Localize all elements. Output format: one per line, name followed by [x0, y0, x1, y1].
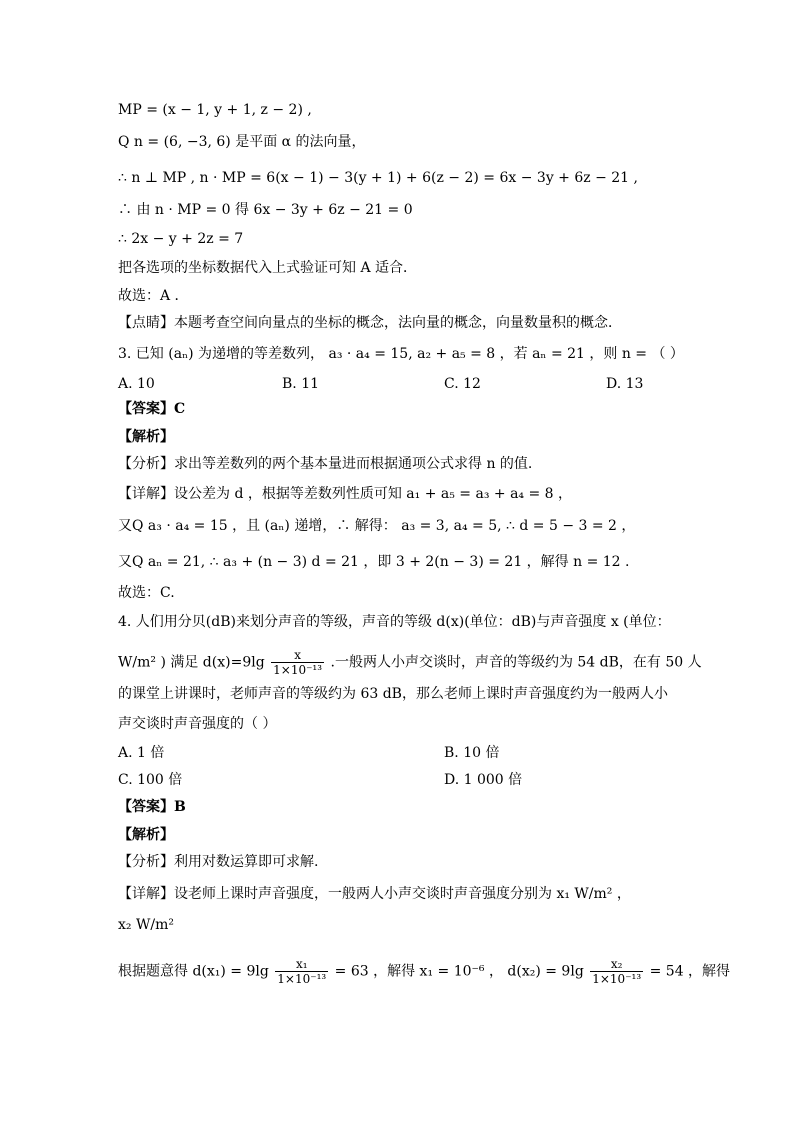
- q3-option-b: B. 11: [282, 376, 320, 392]
- q4-detail-3-part-2: = 63 ，解得 x₁ = 10⁻⁶ ， d(x₂) = 9lg: [334, 963, 584, 980]
- normal-vector-statement: Q n = (6, −3, 6) 是平面 α 的法向量，: [118, 134, 366, 150]
- q3-detail-2: 又Q a₃ · a₄ = 15 ，且 (aₙ) 递增，∴ 解得： a₃ = 3, a₄ = 5, ∴ d = 5 − 3 = 2 ，: [118, 518, 636, 534]
- q4-detail-fraction-1-numerator: x₁: [275, 957, 328, 972]
- plane-equation: ∴ 2x − y + 2z = 7: [118, 231, 244, 247]
- q4-detail-fraction-1: [275, 957, 328, 986]
- q4-detail-fraction-2: [590, 957, 643, 986]
- q3-analysis: 【分析】求出等差数列的两个基本量进而根据通项公式求得 n 的值.: [118, 456, 533, 472]
- q3-option-d: D. 13: [606, 376, 644, 392]
- q4-option-b: B. 10 倍: [444, 745, 500, 761]
- q4-detail-3-part-1: 根据题意得 d(x₁) = 9lg: [118, 963, 269, 980]
- q4-formula-suffix: .一般两人小声交谈时，声音的等级约为 54 dB，在有 50 人: [330, 654, 702, 671]
- q3-answer: 【答案】C: [118, 401, 186, 417]
- q3-detail-3: 又Q aₙ = 21, ∴ a₃ + (n − 3) d = 21 ，即 3 + 2(n − 3) = 21 ，解得 n = 12 .: [118, 554, 630, 570]
- dot-product-equation: ∴ 由 n · MP = 0 得 6x − 3y + 6z − 21 = 0: [118, 202, 413, 218]
- question-4-stem-3: 的课堂上讲课时，老师声音的等级约为 63 dB，那么老师上课时声音强度约为一般两人小: [118, 686, 668, 702]
- q3-analysis-heading: 【解析】: [118, 429, 174, 445]
- q3-detail-1: 【详解】设公差为 d ，根据等差数列性质可知 a₁ + a₅ = a₃ + a₄ = 8 ，: [118, 486, 573, 502]
- q4-detail-1: 【详解】设老师上课时声音强度，一般两人小声交谈时声音强度分别为 x₁ W/m² ，: [118, 886, 631, 902]
- q4-detail-fraction-2-denominator: 1×10⁻¹³: [592, 972, 642, 986]
- q3-option-a: A. 10: [118, 376, 155, 392]
- vector-mp-definition: MP = (x − 1, y + 1, z − 2) ,: [118, 102, 312, 118]
- q4-option-d: D. 1 000 倍: [444, 772, 523, 788]
- q4-fraction: [271, 648, 324, 677]
- q4-formula-prefix: W/m² ) 满足 d(x)=9lg: [118, 654, 265, 671]
- q3-answer-choice: 故选：C.: [118, 585, 175, 601]
- q4-answer: 【答案】B: [118, 799, 186, 815]
- question-4-stem-4: 声交谈时声音强度的（ ）: [118, 716, 277, 732]
- q3-option-c: C. 12: [444, 376, 481, 392]
- dot-product-expansion: ∴ n ⊥ MP , n · MP = 6(x − 1) − 3(y + 1) + 6(z − 2) = 6x − 3y + 6z − 21 ,: [118, 170, 638, 186]
- q4-detail-fraction-2-numerator: x₂: [590, 957, 643, 972]
- q4-option-a: A. 1 倍: [118, 745, 165, 761]
- remark-q2: 【点睛】本题考查空间向量点的坐标的概念，法向量的概念，向量数量积的概念．: [118, 315, 622, 331]
- question-3-stem: 3. 已知 (aₙ) 为递增的等差数列， a₃ · a₄ = 15, a₂ + a₅ = 8 ，若 aₙ = 21 ，则 n = （ ）: [118, 346, 684, 362]
- q4-fraction-denominator: 1×10⁻¹³: [273, 663, 323, 677]
- q4-detail-3: [118, 957, 730, 986]
- answer-choice-q2: 故选：A ．: [118, 288, 189, 304]
- q4-detail-3-part-3: = 54 ，解得: [649, 963, 731, 980]
- q4-detail-fraction-1-denominator: 1×10⁻¹³: [277, 972, 327, 986]
- q4-detail-2: x₂ W/m²: [118, 917, 174, 933]
- q4-fraction-numerator: x: [271, 648, 324, 663]
- q4-analysis: 【分析】利用对数运算即可求解.: [118, 854, 319, 870]
- verification-text: 把各选项的坐标数据代入上式验证可知 A 适合．: [118, 260, 418, 276]
- q4-analysis-heading: 【解析】: [118, 827, 174, 843]
- q4-option-c: C. 100 倍: [118, 772, 183, 788]
- question-4-stem-1: 4. 人们用分贝(dB)来划分声音的等级，声音的等级 d(x)(单位：dB)与声音强度 x (单位：: [118, 614, 671, 630]
- question-4-stem-2: [118, 648, 702, 677]
